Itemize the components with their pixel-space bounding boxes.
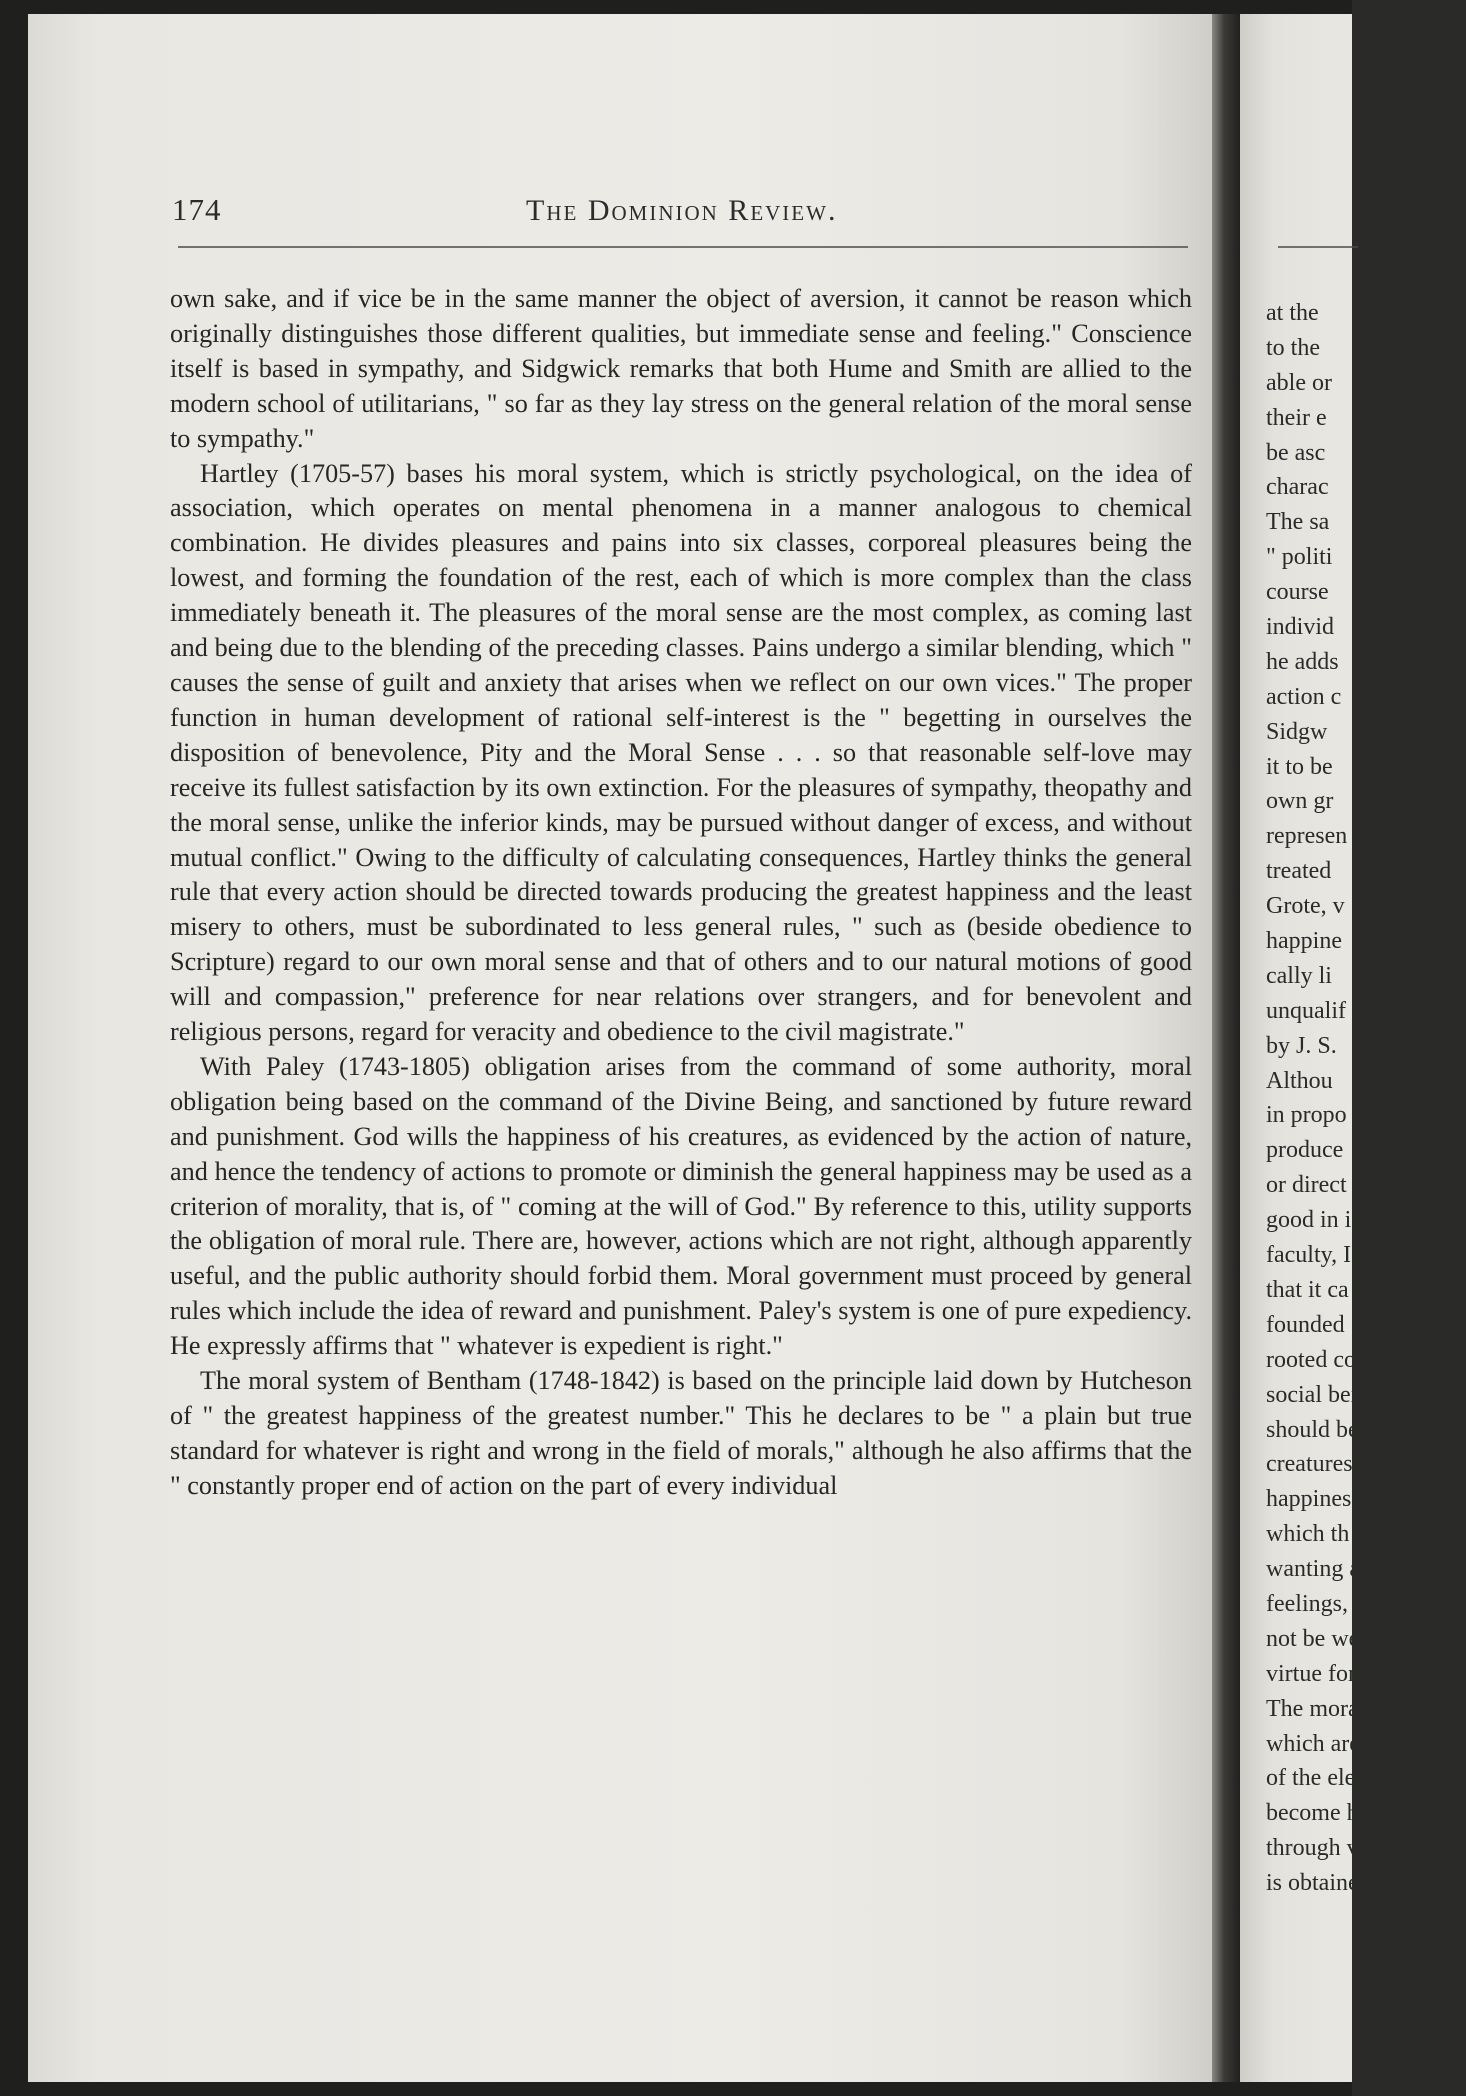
right-page-line: in propo — [1266, 1102, 1347, 1129]
right-page-line: be asc — [1266, 439, 1326, 466]
paragraph-bentham: The moral system of Bentham (1748-1842) is based on the principle laid down by Hutcheson of " the greatest happiness of the greatest number." This he declares to be " a plain but true standard for whatever is right and wrong in the field of morals," although he also affirms that the " constantly proper end of action on the part of every individual — [170, 1366, 1192, 1500]
right-page-line: The moral — [1266, 1695, 1366, 1722]
right-page-line: to the — [1266, 334, 1320, 361]
right-page-line: which are — [1266, 1730, 1360, 1757]
right-page-line: treated — [1266, 858, 1332, 885]
page-number: 174 — [172, 192, 222, 227]
right-page-line: action c — [1266, 683, 1342, 710]
right-page-line: Althou — [1266, 1067, 1333, 1094]
right-page-line: unqualif — [1266, 997, 1346, 1024]
book-gutter — [1212, 14, 1242, 2082]
right-page-line: founded — [1266, 1311, 1345, 1338]
right-page-line: or direct — [1266, 1172, 1347, 1199]
right-page-text — [1266, 296, 1466, 1901]
right-header-rule — [1278, 246, 1358, 248]
right-page-line: faculty, I — [1266, 1242, 1352, 1269]
paragraph-continuation: own sake, and if vice be in the same manner the object of aversion, it cannot be reason which originally distinguishes those different qualities, but immediate sense and feeling." Conscience itself is based in sympathy, and Sidgwick remarks that both Hume and Smith are allied to the modern school of utilitarians, " so far as they lay stress on the general relation of the moral sense to sympathy." — [170, 284, 1192, 453]
right-page-line: wanting a — [1266, 1556, 1360, 1583]
right-page-line: virtue for — [1266, 1660, 1356, 1687]
right-page-line: own gr — [1266, 788, 1334, 815]
right-page-line: at the — [1266, 300, 1319, 326]
right-page-line: charac — [1266, 474, 1329, 501]
right-page-line: The sa — [1266, 509, 1330, 536]
right-page-line: it to be — [1266, 753, 1333, 780]
right-page-edge — [1240, 14, 1371, 2082]
right-page-line: individ — [1266, 614, 1335, 641]
right-page-line: become ha — [1266, 1800, 1370, 1827]
right-page-line: their e — [1266, 404, 1327, 431]
right-page-line: through v — [1266, 1835, 1359, 1862]
right-page-line: rooted co — [1266, 1346, 1356, 1373]
right-page-line: that it ca — [1266, 1276, 1349, 1303]
right-page-line: of the ele — [1266, 1765, 1356, 1792]
body-text — [170, 282, 1192, 1504]
right-page-line: represen — [1266, 823, 1348, 850]
right-page-line: good in i — [1266, 1207, 1352, 1234]
right-page-line: Sidgw — [1266, 718, 1328, 745]
right-page-line: not be we — [1266, 1625, 1360, 1652]
right-page-line: should be — [1266, 1416, 1359, 1443]
right-page-line: course — [1266, 579, 1329, 606]
right-page-line: produce — [1266, 1137, 1344, 1164]
right-page-line: happine — [1266, 928, 1342, 955]
right-page-line: by J. S. — [1266, 1032, 1337, 1059]
right-page-line: able or — [1266, 369, 1332, 396]
header-rule — [178, 246, 1188, 248]
right-page-line: feelings, I — [1266, 1590, 1362, 1617]
right-page-line: creatures — [1266, 1451, 1353, 1478]
right-page-line: he adds — [1266, 648, 1339, 675]
right-page-line: which th — [1266, 1521, 1350, 1548]
right-page-line: happiness — [1266, 1486, 1361, 1513]
right-page-line: is obtained — [1266, 1870, 1371, 1897]
running-title: The Dominion Review. — [526, 194, 838, 227]
right-page-line: social bei — [1266, 1381, 1358, 1408]
page-header — [172, 192, 1202, 236]
paragraph-hartley: Hartley (1705-57) bases his moral system, which is strictly psychological, on the idea of association, which operates on mental phenomena in a manner analogous to chemical combination. He divides pleasures and pains into six classes, corporeal pleasures being the lowest, and forming the foundation of the rest, each of which is more complex than the class immediately beneath it. The pleasures of the moral sense are the most complex, as coming last and being due to the blending of the preceding classes. Pains undergo a similar blending, which " causes the sense of guilt and anxiety that arises when we reflect on our own vices." The proper function in human development of rational self-interest is the " begetting in ourselves the disposition of benevolence, Pity and the Moral Sense . . . so that reasonable self-love may receive its fullest satisfaction by its own extinction. For the pleasures of sympathy, theopathy and the moral sense, unlike the inferior kinds, may be pursued without danger of excess, and without mutual conflict." Owing to the difficulty of calculating consequences, Hartley thinks the general rule that every action should be directed towards producing the greatest happiness and the least misery to others, must be subordinated to less general rules, " such as (beside obedience to Scripture) regard to our own moral sense and that of others and to our natural motions of good will and compassion," preference for near relations over strangers, and for benevolent and religious persons, regard for veracity and obedience to the civil magistrate." — [170, 458, 1192, 1047]
right-page-line: " politi — [1266, 544, 1333, 571]
right-page-line: cally li — [1266, 962, 1332, 989]
paragraph-paley: With Paley (1743-1805) obligation arises from the command of some authority, moral obligation being based on the command of the Divine Being, and sanctioned by future reward and punishment. God wills the happiness of his creatures, as evidenced by the action of nature, and hence the tendency of actions to promote or diminish the general happiness may be used as a criterion of morality, that is, of " coming at the will of God." By reference to this, utility supports the obligation of moral rule. There are, however, actions which are not right, although apparently useful, and the public authority should forbid them. Moral government must proceed by general rules which include the idea of reward and punishment. Paley's system is one of pure expediency. He expressly affirms that " whatever is expedient is right." — [170, 1051, 1192, 1361]
right-page-line: Grote, v — [1266, 893, 1345, 920]
